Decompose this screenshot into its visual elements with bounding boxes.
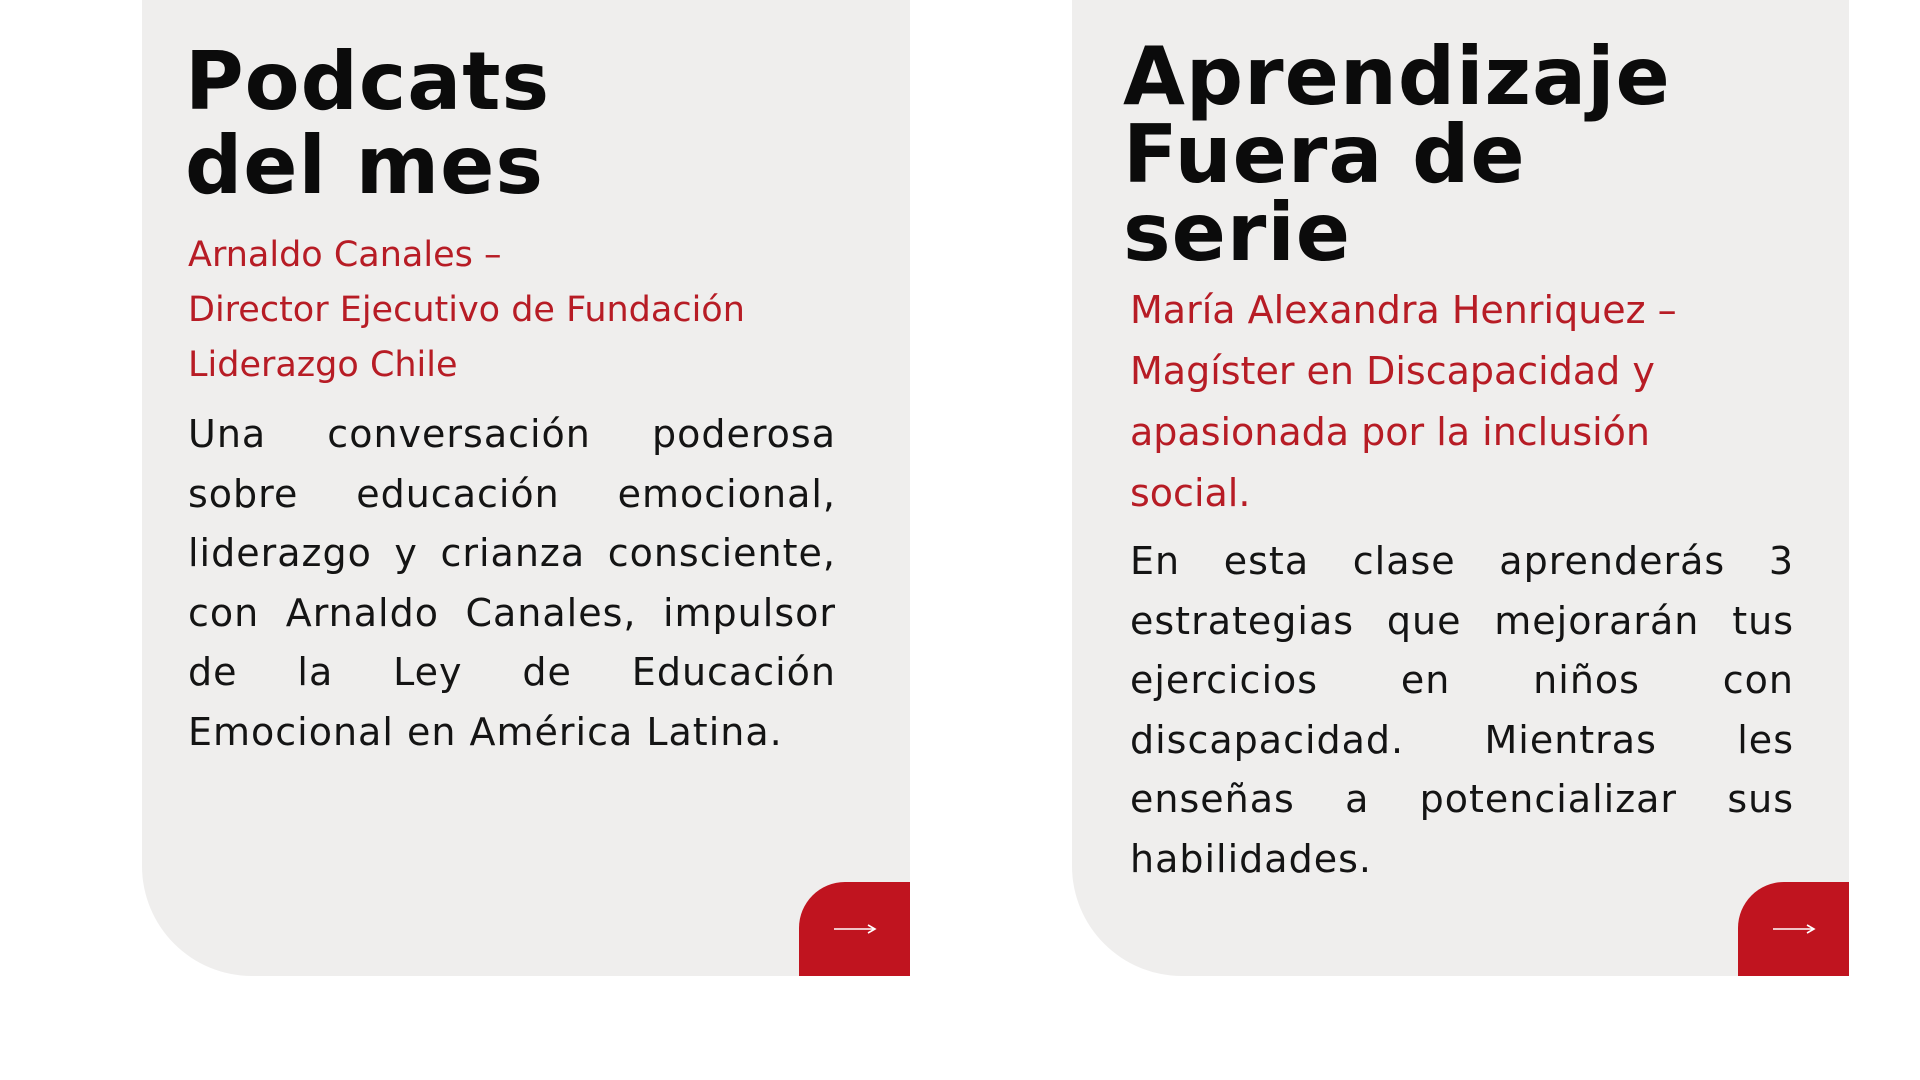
card-description: En esta clase aprenderás 3 estrategias que mejorarán tus ejercicios en niños con discapacidad. Mientras les enseñas a potencializar sus habilidades. (1130, 539, 1794, 881)
card-subtitle: María Alexandra Henriquez – Magíster en Discapacidad y apasionada por la inclusión social. (1130, 288, 1677, 515)
podcast-card (142, 0, 910, 976)
card-title: Aprendizaje Fuera de serie (1123, 30, 1671, 279)
card-title: Podcats del mes (185, 35, 551, 212)
long-arrow-right-icon (833, 923, 877, 935)
long-arrow-right-icon (1772, 923, 1816, 935)
next-button[interactable] (799, 882, 910, 976)
card-description: Una conversación poderosa sobre educación emocional, liderazgo y crianza consciente, con Arnaldo Canales, impulsor de la Ley de Educación Emocional en América Latina. (188, 412, 836, 754)
next-button[interactable] (1738, 882, 1849, 976)
card-subtitle: Arnaldo Canales – Director Ejecutivo de Fundación Liderazgo Chile (188, 235, 745, 385)
class-card (1072, 0, 1849, 976)
